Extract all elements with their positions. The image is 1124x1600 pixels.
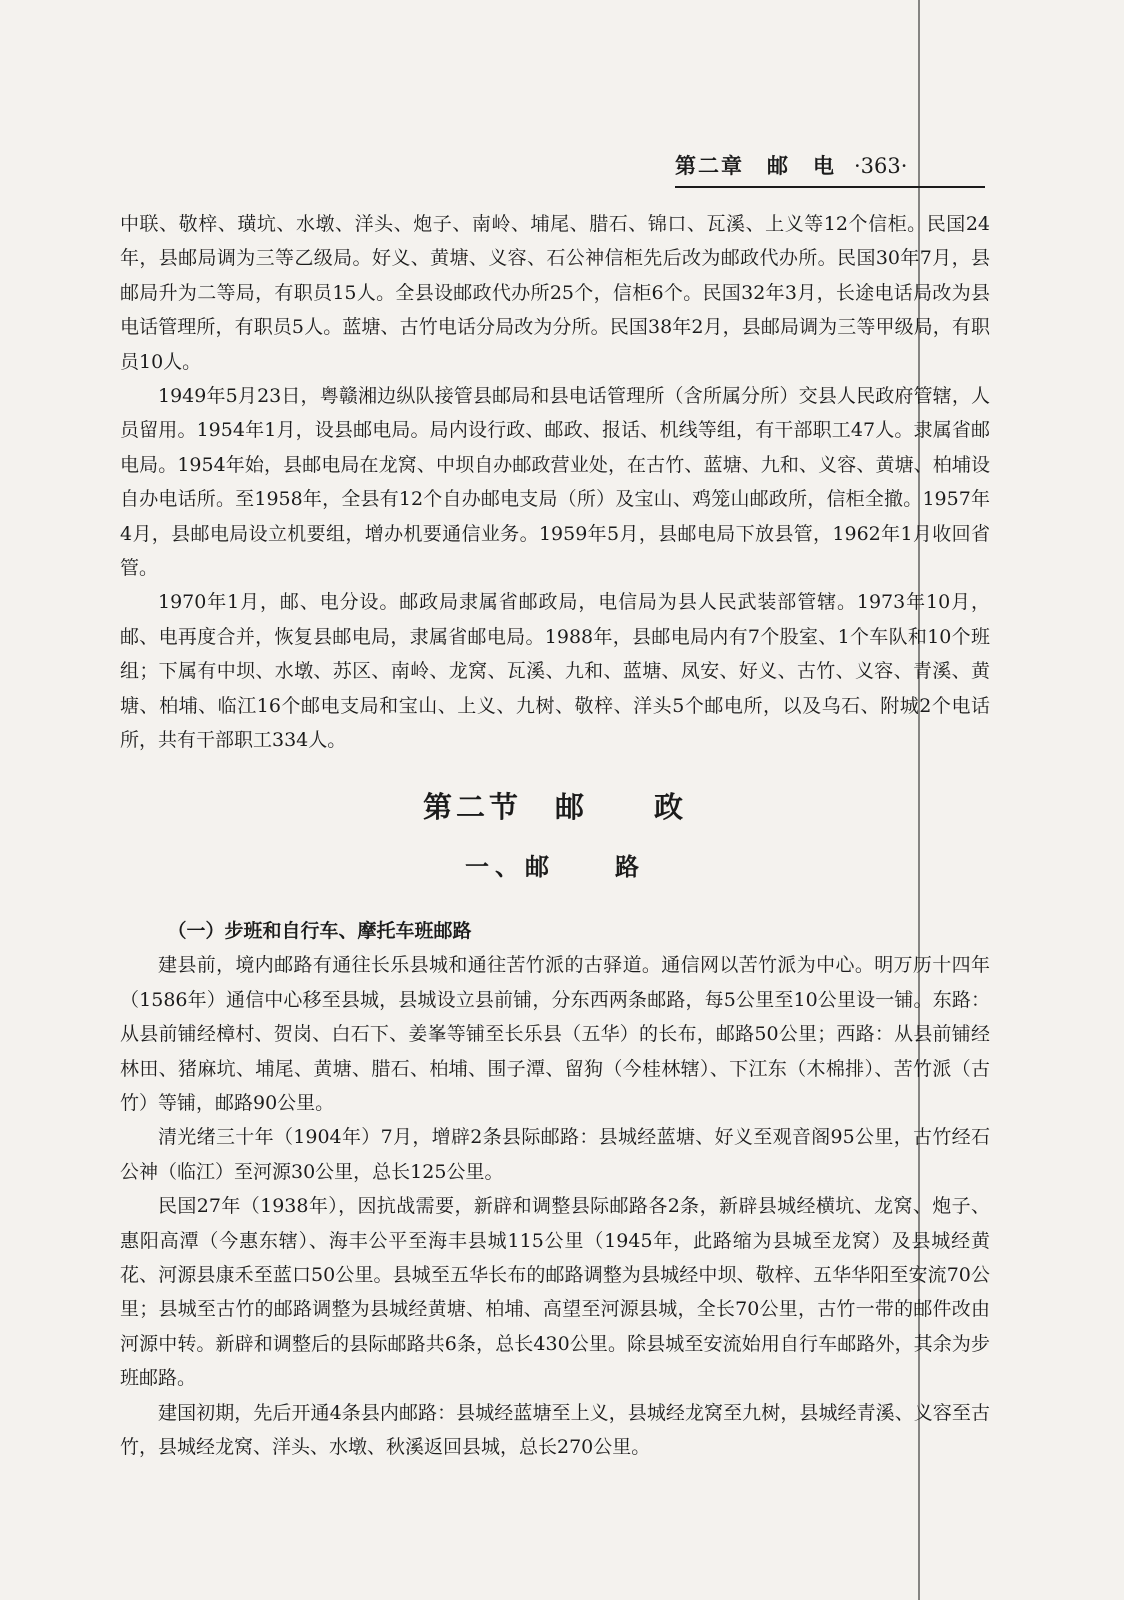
- section-title: 第二节 邮 政: [422, 790, 687, 824]
- chapter-title: 第二章 邮 电: [675, 154, 836, 178]
- paragraph: 清光绪三十年（1904年）7月，增辟2条县际邮路：县城经蓝塘、好义至观音阁95公里，古竹经石公神（临江）至河源30公里，总长125公里。: [120, 1126, 990, 1183]
- section-text-block: [120, 914, 990, 1465]
- subsection-title: 一、邮 路: [465, 853, 645, 881]
- paragraph: 1970年1月，邮、电分设。邮政局隶属省邮政局，电信局为县人民武装部管辖。1973年10月，邮、电再度合并，恢复县邮电局，隶属省邮电局。1988年，县邮电局内有7个股室、1个车队和10个班组；下属有中坝、水墩、苏区、南岭、龙窝、瓦溪、九和、蓝塘、凤安、好义、古竹、义容、青溪、黄塘、柏埔、临江16个邮电支局和宝山、上义、九树、敬梓、洋头5个邮电所，以及乌石、附城2个电话所，共有干部职工334人。: [120, 591, 990, 752]
- running-header: [675, 150, 985, 188]
- page-number: ·363·: [854, 154, 908, 178]
- sub-heading: （一）步班和自行车、摩托车班邮路: [167, 920, 472, 942]
- paragraph: 中联、敬梓、璜坑、水墩、洋头、炮子、南岭、埔尾、腊石、锦口、瓦溪、上义等12个信柜。民国24年，县邮局调为三等乙级局。好义、黄塘、义容、石公神信柜先后改为邮政代办所。民国30年7月，县邮局升为二等局，有职员15人。全县设邮政代办所25个，信柜6个。民国32年3月，长途电话局改为县电话管理所，有职员5人。蓝塘、古竹电话分局改为分所。民国38年2月，县邮局调为三等甲级局，有职员10人。: [120, 213, 990, 373]
- intro-text-block: [120, 207, 990, 758]
- paragraph: 1949年5月23日，粤赣湘边纵队接管县邮局和县电话管理所（含所属分所）交县人民政府管辖，人员留用。1954年1月，设县邮电局。局内设行政、邮政、报话、机线等组，有干部职工47人。隶属省邮电局。1954年始，县邮电局在龙窝、中坝自办邮政营业处，在古竹、蓝塘、九和、义容、黄塘、柏埔设自办电话所。至1958年，全县有12个自办邮电支局（所）及宝山、鸡笼山邮政所，信柜全撤。1957年4月，县邮电局设立机要组，增办机要通信业务。1959年5月，县邮电局下放县管，1962年1月收回省管。: [120, 385, 990, 580]
- paragraph: 民国27年（1938年），因抗战需要，新辟和调整县际邮路各2条，新辟县城经横坑、龙窝、炮子、惠阳高潭（今惠东辖）、海丰公平至海丰县城115公里（1945年，此路缩为县城至龙窝）及县城经黄花、河源县康禾至蓝口50公里。县城至五华长布的邮路调整为县城经中坝、敬梓、五华华阳至安流70公里；县城至古竹的邮路调整为县城经黄塘、柏埔、高望至河源县城，全长70公里，古竹一带的邮件改由河源中转。新辟和调整后的县际邮路共6条，总长430公里。除县城至安流始用自行车邮路外，其余为步班邮路。: [120, 1195, 990, 1390]
- paragraph: 建县前，境内邮路有通往长乐县城和通往苦竹派的古驿道。通信网以苦竹派为中心。明万历十四年（1586年）通信中心移至县城，县城设立县前铺，分东西两条邮路，每5公里至10公里设一铺。东路：从县前铺经樟村、贺岗、白石下、姜峯等铺至长乐县（五华）的长布，邮路50公里；西路：从县前铺经林田、猪麻坑、埔尾、黄塘、腊石、柏埔、围子潭、留狗（今桂林辖）、下江东（木棉排）、苦竹派（古竹）等铺，邮路90公里。: [120, 954, 990, 1115]
- paragraph: 建国初期，先后开通4条县内邮路：县城经蓝塘至上义，县城经龙窝至九树，县城经青溪、义容至古竹，县城经龙窝、洋头、水墩、秋溪返回县城，总长270公里。: [120, 1401, 990, 1459]
